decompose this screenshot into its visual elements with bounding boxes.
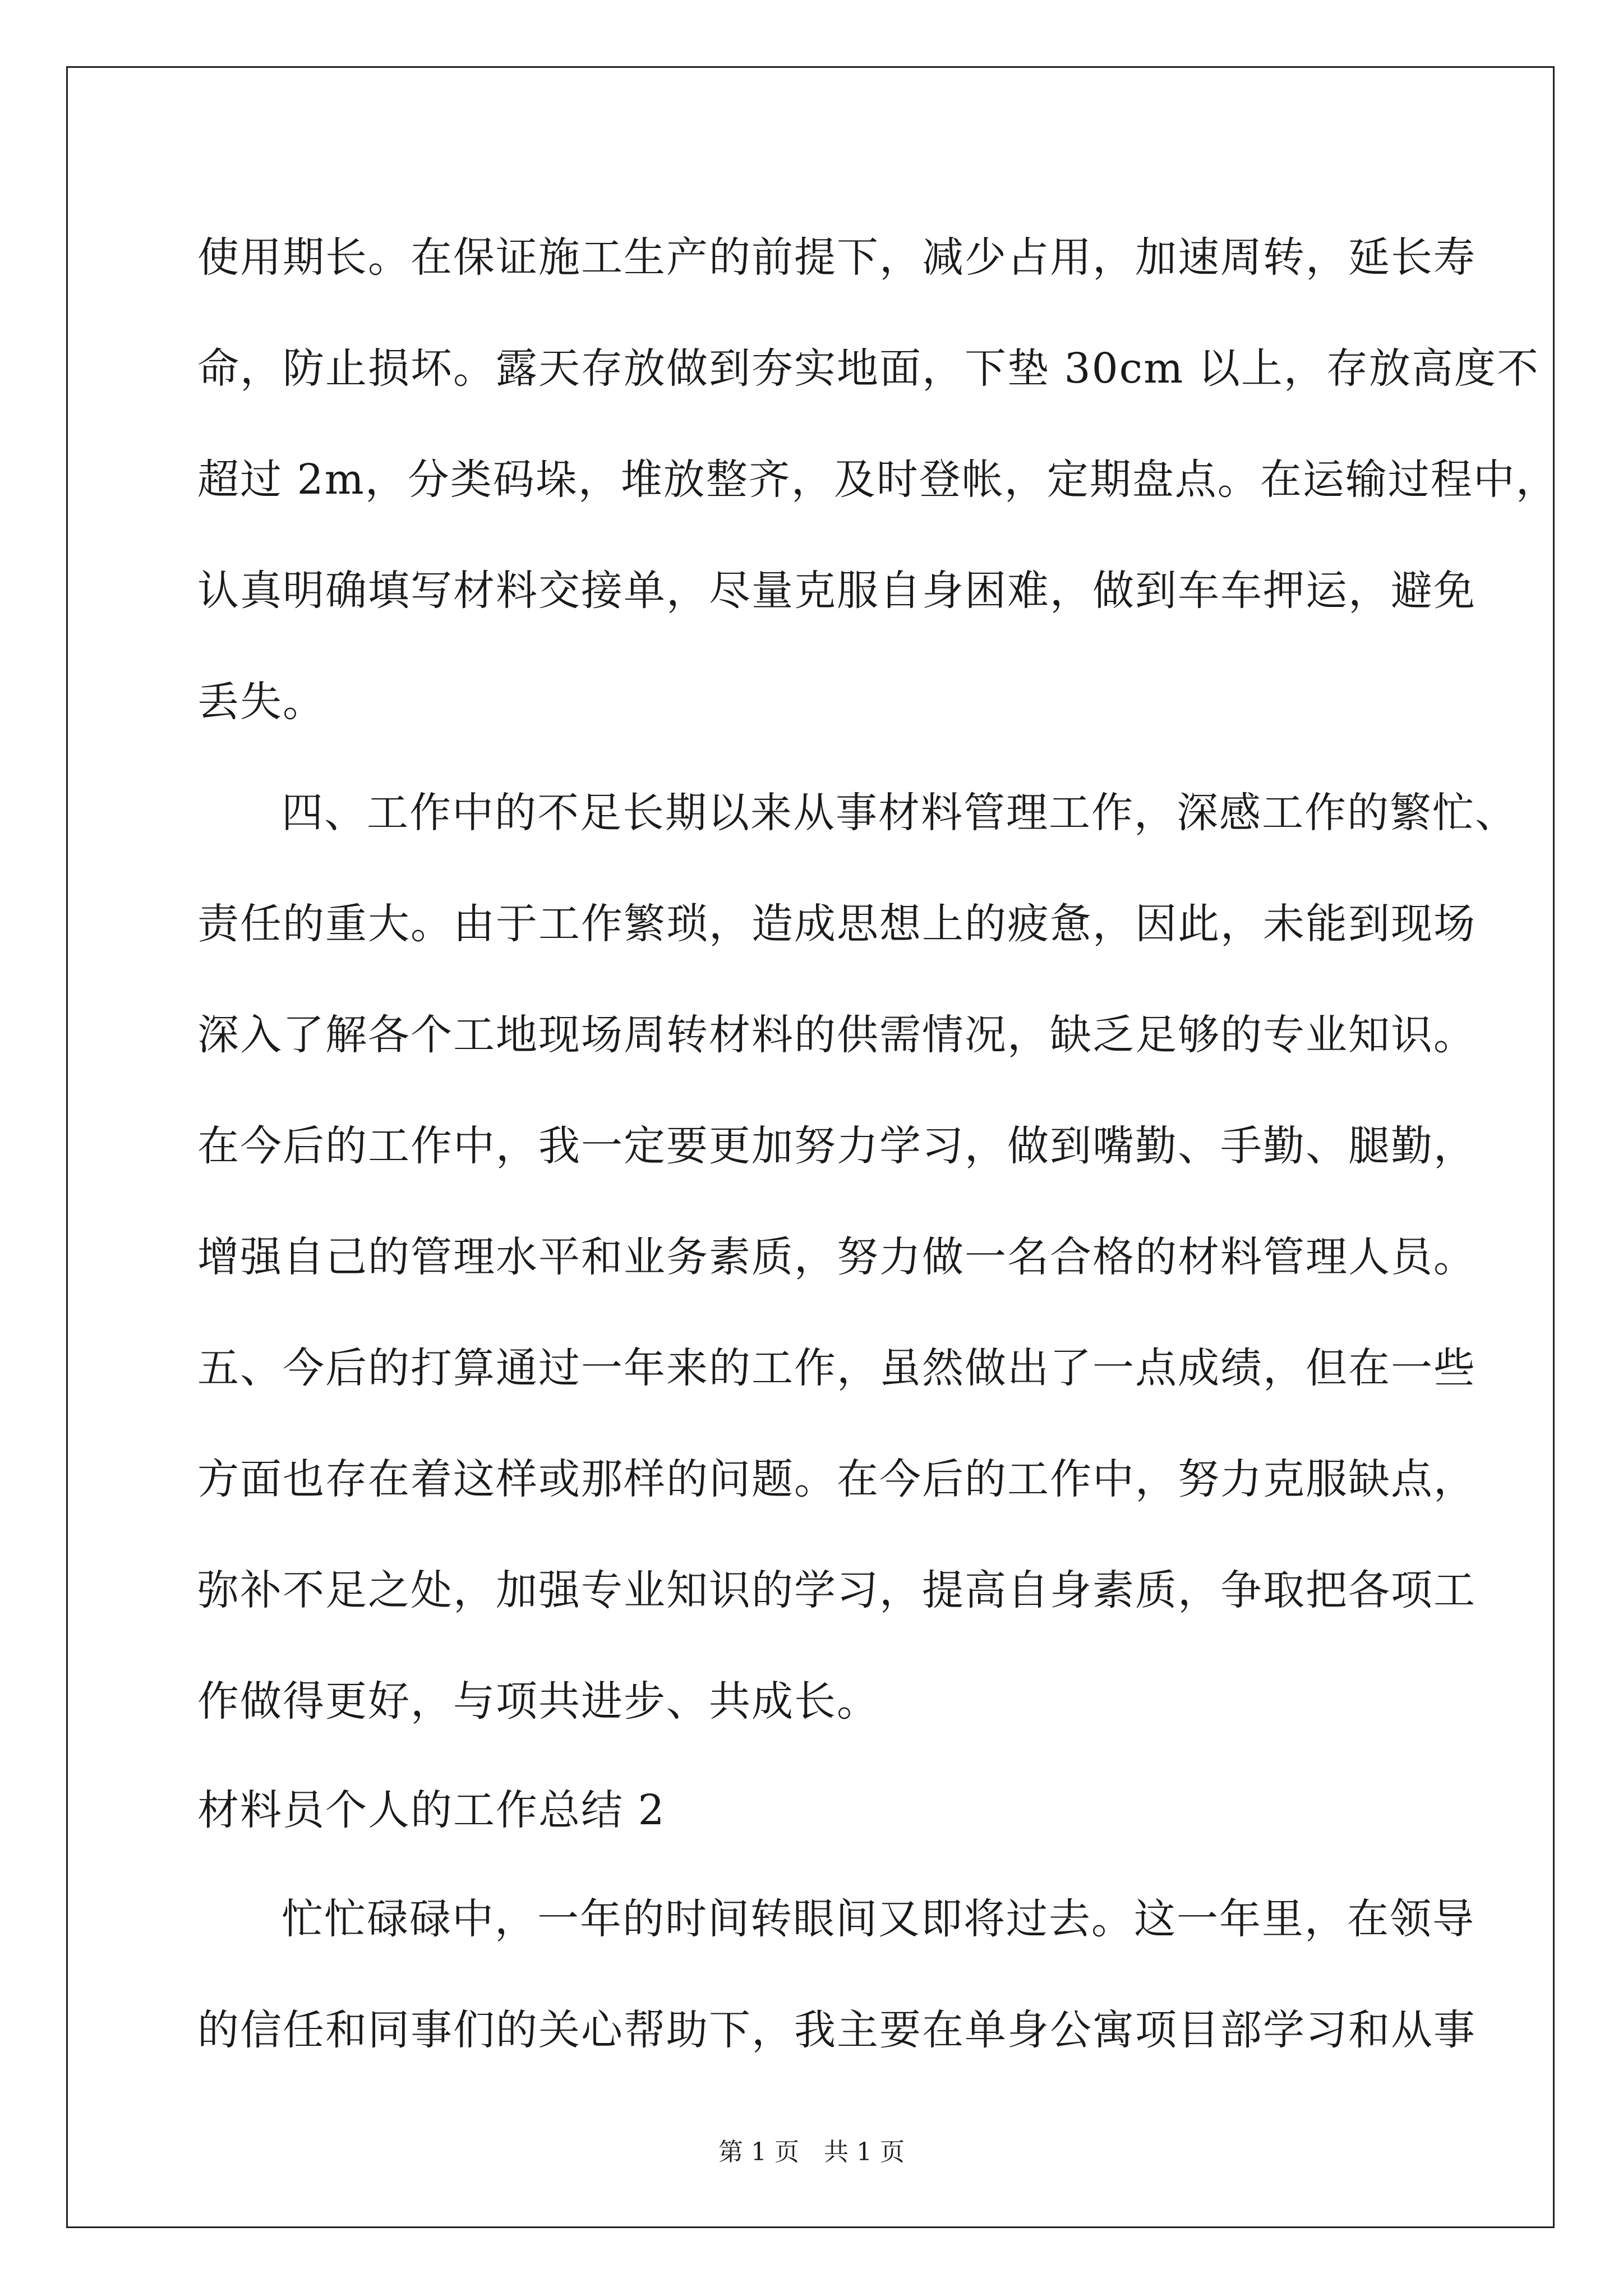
text-line: 在今后的工作中，我一定要更加努力学习，做到嘴勤、手勤、腿勤， (197, 1122, 1476, 1170)
document-body (197, 202, 1559, 2086)
text-line: 五、今后的打算通过一年来的工作，虽然做出了一点成绩，但在一些 (197, 1344, 1476, 1392)
text-line: 认真明确填写材料交接单，尽量克服自身困难，做到车车押运，避免 (197, 567, 1476, 615)
text-line: 超过 2m，分类码垛，堆放整齐，及时登帐，定期盘点。在运输过程中， (197, 455, 1559, 504)
page-footer: 第 1 页 共 1 页 (718, 2138, 905, 2166)
text-line: 增强自己的管理水平和业务素质，努力做一名合格的材料管理人员。 (197, 1233, 1476, 1281)
text-line: 使用期长。在保证施工生产的前提下，减少占用，加速周转，延长寿 (197, 233, 1476, 282)
text-line: 责任的重大。由于工作繁琐，造成思想上的疲惫，因此，未能到现场 (197, 900, 1476, 948)
text-line: 命，防止损坏。露天存放做到夯实地面，下垫 30cm 以上，存放高度不 (197, 344, 1539, 393)
section-heading: 材料员个人的工作总结 2 (197, 1786, 666, 1834)
text-line: 深入了解各个工地现场周转材料的供需情况，缺乏足够的专业知识。 (197, 1011, 1476, 1059)
text-line: 弥补不足之处，加强专业知识的学习，提高自身素质，争取把各项工 (197, 1566, 1476, 1614)
text-line: 忙忙碌碌中，一年的时间转眼间又即将过去。这一年里，在领导 (282, 1895, 1475, 1943)
text-line: 丢失。 (197, 678, 325, 726)
text-line: 的信任和同事们的关心帮助下，我主要在单身公寓项目部学习和从事 (197, 2006, 1476, 2054)
text-line: 四、工作中的不足长期以来从事材料管理工作，深感工作的繁忙、 (282, 789, 1518, 837)
text-line: 方面也存在着这样或那样的问题。在今后的工作中，努力克服缺点， (197, 1455, 1476, 1503)
text-line: 作做得更好，与项共进步、共成长。 (197, 1677, 879, 1726)
